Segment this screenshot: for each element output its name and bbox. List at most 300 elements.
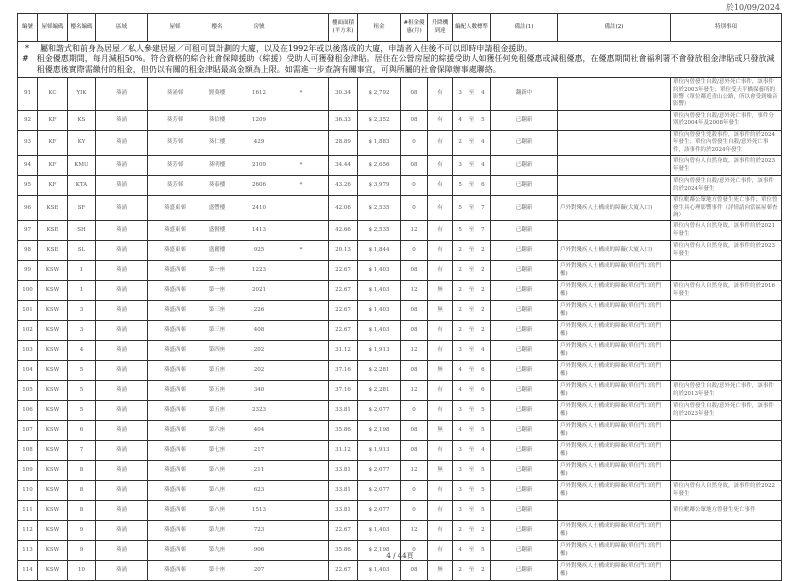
allocation-min: 2 [458, 327, 462, 334]
cell-estate-code: KSW [38, 441, 68, 461]
cell-unit: 226 [253, 307, 265, 314]
cell-special [671, 321, 782, 341]
allocation-to: 至 [468, 407, 475, 414]
cell-district: 葵涌 [96, 156, 148, 176]
cell-special [671, 421, 782, 441]
table-row [18, 401, 782, 421]
cell-estate-code: KF [38, 130, 68, 155]
allocation-to: 至 [468, 547, 475, 554]
allocation [455, 139, 488, 146]
cell-allocation [453, 561, 491, 581]
cell-rent: $ 1,844 [358, 241, 401, 261]
cell-allocation [453, 501, 491, 521]
cell-block-code: KTA [68, 176, 96, 196]
cell-remark1: 已翻新 [491, 341, 558, 361]
cell-no: 102 [18, 321, 38, 341]
cell-estate: 葵盛東邨 [163, 247, 186, 254]
cell-unit: 340 [253, 387, 265, 394]
cell-estate: 葵盛西邨 [163, 527, 186, 534]
cell-estate: 葵盛西邨 [163, 267, 186, 274]
cell-unit: 217 [253, 447, 265, 454]
cell-discount: 08 [401, 156, 428, 176]
cell-rent: $ 3,979 [358, 176, 401, 196]
cell-lift: 有 [428, 401, 453, 421]
cell-allocation [453, 176, 491, 196]
cell-block: 第三座 [208, 327, 226, 334]
cell-block: 第四座 [208, 347, 226, 354]
allocation-max: 6 [481, 367, 485, 374]
estate-block-unit [150, 307, 326, 314]
cell-no: 95 [18, 176, 38, 196]
allocation [455, 567, 488, 574]
cell-estate-code: KSW [38, 321, 68, 341]
star-mark [280, 467, 322, 474]
allocation-max: 5 [481, 547, 485, 554]
allocation-min: 3 [458, 487, 462, 494]
cell-estate-block-unit [148, 361, 329, 381]
cell-estate: 葵芳邨 [166, 139, 184, 146]
allocation-max: 2 [481, 267, 485, 274]
cell-rent: $ 1,403 [358, 321, 401, 341]
cell-special: 單位內曾有人自然身故，該事件約於2021年發生 [671, 221, 782, 241]
cell-no: 114 [18, 561, 38, 581]
cell-block: 第七座 [208, 447, 226, 454]
allocation [455, 487, 488, 494]
allocation [455, 247, 488, 254]
cell-special: 單位毗鄰公眾地方曾發生死亡事件；單位曾發生具心理影響事件（詳情請向當區屋邨查詢） [671, 196, 782, 221]
cell-rent: $ 2,792 [358, 78, 401, 111]
cell-block-code: YIK [68, 78, 96, 111]
cell-block-code: 1 [68, 261, 96, 281]
cell-block-code: 5 [68, 381, 96, 401]
table-row [18, 130, 782, 155]
header-area: 樓面面積(平方米) [329, 14, 358, 42]
cell-remark1: 已翻新 [491, 461, 558, 481]
cell-discount: 12 [401, 461, 428, 481]
allocation [455, 427, 488, 434]
cell-no: 93 [18, 130, 38, 155]
cell-district: 葵涌 [96, 261, 148, 281]
allocation-min: 2 [458, 287, 462, 294]
cell-area: 33.81 [329, 481, 358, 501]
allocation [455, 227, 488, 234]
allocation [455, 267, 488, 274]
estate-block-unit [150, 387, 326, 394]
cell-area: 35.86 [329, 421, 358, 441]
star-mark: * [299, 247, 303, 254]
estate-block-unit [150, 467, 326, 474]
cell-special: 單位內曾有人自然身故，該事件約於2022年發生 [671, 481, 782, 501]
star-mark [280, 427, 322, 434]
allocation-min: 3 [458, 467, 462, 474]
star-mark [280, 567, 322, 574]
cell-area: 33.81 [329, 401, 358, 421]
cell-lift: 無 [428, 561, 453, 581]
cell-estate-block-unit [148, 156, 329, 176]
estate-block-unit [150, 507, 326, 514]
cell-no: 97 [18, 221, 38, 241]
cell-block: 第三座 [208, 307, 226, 314]
cell-allocation [453, 156, 491, 176]
cell-block: 第六座 [208, 427, 226, 434]
star-mark: * [299, 161, 303, 168]
cell-area: 34.44 [329, 156, 358, 176]
cell-estate-block-unit [148, 381, 329, 401]
cell-special: 單位內曾發生自殺/意外死亡事件，該事件約於2013年發生 [671, 381, 782, 401]
star-mark [280, 347, 322, 354]
cell-estate: 葵涌邨 [166, 90, 184, 97]
allocation-min: 4 [458, 367, 462, 374]
cell-rent: $ 2,077 [358, 401, 401, 421]
table-row [18, 241, 782, 261]
cell-remark2: 戶外對殘疾人士構成的障礙(單位門口的門檻) [558, 361, 671, 381]
allocation-max: 6 [481, 181, 485, 188]
cell-area: 28.89 [329, 130, 358, 155]
cell-no: 107 [18, 421, 38, 441]
allocation [455, 327, 488, 334]
allocation-max: 2 [481, 527, 485, 534]
cell-estate: 葵盛東邨 [163, 227, 186, 234]
estate-block-unit [150, 90, 326, 97]
cell-rent: $ 1,913 [358, 441, 401, 461]
cell-remark2 [558, 221, 671, 241]
cell-discount: 08 [401, 561, 428, 581]
cell-estate-block-unit [148, 421, 329, 441]
cell-remark2: 戶外對殘疾人士構成的障礙(單位門口的門檻) [558, 481, 671, 501]
star-mark [280, 387, 322, 394]
cell-unit: 2410 [252, 204, 266, 211]
star-mark: * [299, 181, 303, 188]
cell-allocation [453, 241, 491, 261]
cell-remark1: 已翻新 [491, 441, 558, 461]
estate-block-unit [150, 182, 326, 189]
cell-no: 113 [18, 541, 38, 561]
cell-no: 108 [18, 441, 38, 461]
allocation-max: 5 [481, 467, 485, 474]
cell-no: 112 [18, 521, 38, 541]
cell-estate-block-unit [148, 341, 329, 361]
cell-remark2 [558, 176, 671, 196]
cell-special: 單位內曾發生兇殺事件，該事件約於2024年發生；單位內曾發生自殺/意外死亡事件，該事件約於2024年發生 [671, 130, 782, 155]
cell-unit: 404 [253, 427, 265, 434]
cell-remark1: 已翻新 [491, 481, 558, 501]
cell-lift: 有 [428, 321, 453, 341]
cell-lift: 無 [428, 461, 453, 481]
cell-remark1: 翻新中 [491, 78, 558, 111]
cell-area: 22.67 [329, 521, 358, 541]
cell-lift: 有 [428, 221, 453, 241]
cell-estate-code: KSW [38, 561, 68, 581]
cell-estate: 葵盛西邨 [163, 567, 186, 574]
cell-district: 葵涌 [96, 341, 148, 361]
table-row [18, 381, 782, 401]
cell-block-code: 1 [68, 281, 96, 301]
cell-block-code: 3 [68, 301, 96, 321]
cell-estate: 葵盛西邨 [163, 327, 186, 334]
star-mark [280, 139, 322, 146]
star-mark: * [299, 90, 303, 97]
cell-block-code: 6 [68, 421, 96, 441]
cell-special: 單位內曾有人自然身故，該事件約於2016年發生 [671, 281, 782, 301]
cell-lift: 有 [428, 441, 453, 461]
cell-estate: 葵盛西邨 [163, 447, 186, 454]
cell-block: 第八座 [208, 507, 226, 514]
cell-allocation [453, 281, 491, 301]
cell-area: 20.13 [329, 241, 358, 261]
cell-block-code: 9 [68, 521, 96, 541]
estate-block-unit [150, 347, 326, 354]
cell-no: 98 [18, 241, 38, 261]
cell-remark2: 戶外對殘疾人士構成的障礙(單位門口的門檻) [558, 521, 671, 541]
page-number: 4 / 44頁 [386, 552, 414, 560]
allocation-min: 5 [458, 227, 462, 234]
allocation-to: 至 [468, 181, 475, 188]
cell-rent: $ 2,077 [358, 501, 401, 521]
allocation [455, 527, 488, 534]
cell-discount: 12 [401, 381, 428, 401]
estate-block-unit [150, 139, 326, 146]
cell-allocation [453, 481, 491, 501]
cell-remark2: 戶外對殘疾人士構成的障礙(單位門口的門檻) [558, 561, 671, 581]
estate-block-unit [150, 247, 326, 254]
cell-remark2: 戶外對殘疾人士構成的障礙(單位門口的門檻) [558, 381, 671, 401]
table-row [18, 301, 782, 321]
cell-remark1: 已翻新 [491, 541, 558, 561]
cell-remark1: 已翻新 [491, 221, 558, 241]
cell-unit: 211 [253, 467, 265, 474]
allocation [455, 162, 488, 169]
cell-allocation [453, 78, 491, 111]
cell-lift: 有 [428, 78, 453, 111]
cell-rent: $ 1,403 [358, 301, 401, 321]
allocation-to: 至 [468, 327, 475, 334]
cell-estate-code: KSW [38, 501, 68, 521]
allocation-min: 4 [458, 427, 462, 434]
cell-lift: 有 [428, 110, 453, 130]
cell-block: 第九座 [208, 527, 226, 534]
allocation-min: 3 [458, 407, 462, 414]
cell-estate: 葵盛西邨 [163, 407, 186, 414]
cell-area: 31.12 [329, 441, 358, 461]
cell-estate-block-unit [148, 241, 329, 261]
cell-block-code: SL [68, 241, 96, 261]
cell-estate-code: KSE [38, 196, 68, 221]
allocation-max: 4 [481, 139, 485, 146]
cell-estate-block-unit [148, 521, 329, 541]
estate-block-unit [150, 447, 326, 454]
cell-estate: 葵盛西邨 [163, 307, 186, 314]
estate-block-unit [150, 407, 326, 414]
cell-no: 103 [18, 341, 38, 361]
note-text: 租金優惠期間，每月減租50%。符合資格的綜合社會保障援助（綜援）受助人可獲發租金津貼。居住在公營房屋的綜援受助人如獲任何免租優惠或減租優惠，在優惠期間社會福利署不會發放租金津貼或只發放減租優惠後實際需繳付的租金，但仍以有關的租金津貼最高金額為上限。如需進一步查詢有關事宜，可與所屬的社會保障辦事處聯絡。 [36, 54, 775, 74]
allocation [455, 205, 488, 212]
table-row [18, 501, 782, 521]
allocation-to: 至 [468, 427, 475, 434]
cell-remark1: 已翻新 [491, 130, 558, 155]
cell-estate-block-unit [148, 321, 329, 341]
allocation-to: 至 [468, 161, 475, 168]
cell-area: 43.26 [329, 176, 358, 196]
allocation-min: 2 [458, 567, 462, 574]
cell-block-code: 5 [68, 401, 96, 421]
cell-unit: 1513 [252, 507, 266, 514]
cell-remark2 [558, 78, 671, 111]
cell-district: 葵涌 [96, 441, 148, 461]
cell-discount: 12 [401, 281, 428, 301]
cell-block: 第一座 [208, 287, 226, 294]
cell-estate-block-unit [148, 130, 329, 155]
cell-discount: 0 [401, 501, 428, 521]
cell-special: 單位內曾發生自殺/意外死亡事件，該事件約於2003年發生；單位受天平橋保養所的影響（單位鄰近青山公路，所以會受到噪音影響） [671, 78, 782, 111]
cell-district: 葵涌 [96, 541, 148, 561]
cell-discount: 08 [401, 321, 428, 341]
cell-estate-block-unit [148, 196, 329, 221]
cell-estate: 葵盛西邨 [163, 547, 186, 554]
estate-block-unit [150, 205, 326, 212]
cell-estate-code: KSW [38, 381, 68, 401]
cell-discount: 08 [401, 421, 428, 441]
cell-lift: 無 [428, 421, 453, 441]
cell-discount: 08 [401, 361, 428, 381]
allocation-to: 至 [468, 347, 475, 354]
cell-area: 36.33 [329, 110, 358, 130]
cell-estate-block-unit [148, 221, 329, 241]
cell-area: 37.16 [329, 361, 358, 381]
allocation [455, 507, 488, 514]
table-row [18, 441, 782, 461]
cell-special [671, 361, 782, 381]
cell-area: 42.66 [329, 221, 358, 241]
cell-district: 葵涌 [96, 130, 148, 155]
cell-remark2: 戶外對殘疾人士構成的障礙(單位門口的門檻) [558, 461, 671, 481]
cell-remark2 [558, 130, 671, 155]
cell-lift: 無 [428, 281, 453, 301]
cell-district: 葵涌 [96, 241, 148, 261]
cell-allocation [453, 441, 491, 461]
cell-rent: $ 2,198 [358, 421, 401, 441]
table-row [18, 156, 782, 176]
cell-no: 110 [18, 481, 38, 501]
cell-estate-block-unit [148, 501, 329, 521]
cell-remark2: 戶外對殘疾人士構成的障礙(單位門口的門檻) [558, 281, 671, 301]
star-mark [280, 287, 322, 294]
table-row [18, 110, 782, 130]
cell-rent: $ 2,535 [358, 221, 401, 241]
cell-district: 葵涌 [96, 501, 148, 521]
allocation-max: 5 [481, 116, 485, 123]
cell-remark1: 已翻新 [491, 156, 558, 176]
cell-remark2: 戶外對殘疾人士構成的障礙(大廈入口) [558, 241, 671, 261]
cell-rent: $ 2,352 [358, 110, 401, 130]
cell-lift: 有 [428, 481, 453, 501]
cell-lift: 有 [428, 130, 453, 155]
cell-estate-block-unit [148, 176, 329, 196]
cell-rent: $ 1,883 [358, 130, 401, 155]
cell-unit: 2323 [252, 407, 266, 414]
header-no: 編號 [18, 14, 38, 42]
cell-estate: 葵芳邨 [166, 161, 184, 168]
cell-estate: 葵盛西邨 [163, 507, 186, 514]
cell-remark2: 戶外對殘疾人士構成的障礙(單位門口的門檻) [558, 261, 671, 281]
star-mark [280, 447, 322, 454]
cell-remark1: 已翻新 [491, 421, 558, 441]
cell-discount: 08 [401, 261, 428, 281]
cell-remark1: 已翻新 [491, 110, 558, 130]
allocation-max: 4 [481, 161, 485, 168]
header-special: 特別事項 [671, 14, 782, 42]
cell-no: 99 [18, 261, 38, 281]
cell-estate-code: KC [38, 78, 68, 111]
cell-lift: 有 [428, 261, 453, 281]
cell-no: 91 [18, 78, 38, 111]
cell-unit: 1413 [252, 227, 266, 234]
cell-special [671, 441, 782, 461]
header-remark2: 備註(2) [558, 14, 671, 42]
cell-estate-code: KF [38, 176, 68, 196]
estate-block-unit [150, 287, 326, 294]
cell-area: 22.67 [329, 301, 358, 321]
cell-lift: 有 [428, 381, 453, 401]
allocation-max: 2 [481, 567, 485, 574]
cell-remark2: 戶外對殘疾人士構成的障礙(單位門口的門檻) [558, 421, 671, 441]
cell-lift: 無 [428, 361, 453, 381]
allocation-min: 3 [458, 507, 462, 514]
cell-discount: 0 [401, 130, 428, 155]
cell-block-code: 3 [68, 321, 96, 341]
cell-rent: $ 1,403 [358, 261, 401, 281]
cell-block: 第八座 [208, 467, 226, 474]
table-row [18, 221, 782, 241]
cell-estate: 葵盛西邨 [163, 427, 186, 434]
cell-block: 盛賢樓 [208, 227, 226, 234]
cell-estate-block-unit [148, 281, 329, 301]
allocation-max: 5 [481, 507, 485, 514]
cell-special [671, 461, 782, 481]
cell-block-code: 8 [68, 481, 96, 501]
allocation [455, 387, 488, 394]
cell-block: 葵仁樓 [208, 139, 226, 146]
header-estate: 屋邨 [169, 23, 181, 30]
allocation-min: 4 [458, 387, 462, 394]
cell-estate-code: KSE [38, 221, 68, 241]
cell-allocation [453, 361, 491, 381]
cell-area: 22.67 [329, 281, 358, 301]
cell-remark1: 已翻新 [491, 321, 558, 341]
cell-estate-block-unit [148, 78, 329, 111]
cell-allocation [453, 221, 491, 241]
cell-estate-block-unit [148, 481, 329, 501]
cell-no: 109 [18, 461, 38, 481]
cell-district: 葵涌 [96, 381, 148, 401]
cell-remark2: 戶外對殘疾人士構成的障礙(單位門口的門檻) [558, 401, 671, 421]
cell-remark2: 戶外對殘疾人士構成的障礙(大廈入口) [558, 196, 671, 221]
cell-remark2 [558, 501, 671, 521]
allocation-max: 4 [481, 447, 485, 454]
cell-unit: 207 [253, 567, 265, 574]
star-mark [280, 307, 322, 314]
cell-block-code: 9 [68, 541, 96, 561]
header-rent: 租金 [358, 14, 401, 42]
star-mark [280, 367, 322, 374]
cell-estate-block-unit [148, 441, 329, 461]
cell-estate: 葵盛西邨 [163, 487, 186, 494]
cell-allocation [453, 130, 491, 155]
cell-rent: $ 2,281 [358, 381, 401, 401]
cell-remark1: 已翻新 [491, 401, 558, 421]
cell-block: 第五座 [208, 367, 226, 374]
cell-unit: 429 [253, 139, 265, 146]
cell-special: 單位內曾發生自殺/意外死亡事件，事件分別於2004年及2008年發生 [671, 110, 782, 130]
